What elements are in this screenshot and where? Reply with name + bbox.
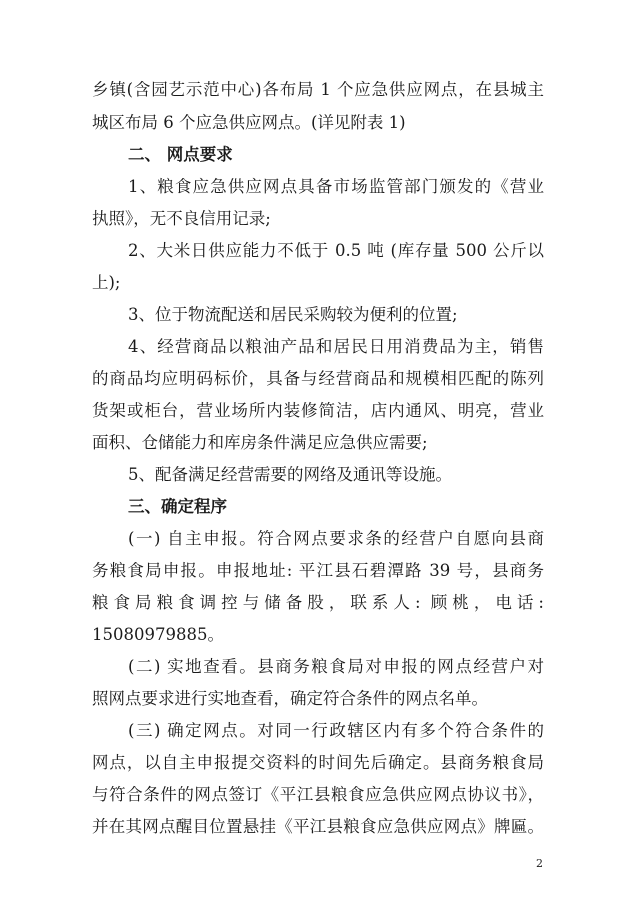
text-line-11: 货架或柜台，营业场所内装修简洁，店内通风、明亮，营业	[92, 401, 544, 420]
section-heading-2: 二、 网点要求	[128, 145, 233, 164]
text-line-24: 并在其网点醒目位置悬挂《平江县粮食应急供应网点》牌匾。	[92, 817, 544, 836]
text-line-4: 1、粮食应急供应网点具备市场监管部门颁发的《营业	[128, 177, 544, 196]
text-line-7: 上);	[92, 273, 121, 292]
text-line-10: 的商品均应明码标价，具备与经营商品和规模相匹配的陈列	[92, 369, 544, 388]
section-heading-3: 三、确定程序	[128, 497, 227, 516]
text-line-16: 务粮食局申报。申报地址: 平江县石碧潭路 39 号，县商务	[92, 561, 544, 580]
text-line-21: (三) 确定网点。对同一行政辖区内有多个符合条件的	[128, 721, 544, 740]
text-line-1: 乡镇(含园艺示范中心)各布局 1 个应急供应网点，在县城主	[92, 80, 544, 99]
text-line-20: 照网点要求进行实地查看，确定符合条件的网点名单。	[92, 689, 488, 708]
text-line-5: 执照》，无不良信用记录;	[92, 209, 271, 228]
text-line-15: (一) 自主申报。符合网点要求条的经营户自愿向县商	[128, 529, 544, 548]
text-line-19: (二) 实地查看。县商务粮食局对申报的网点经营户对	[128, 657, 544, 676]
text-line-2: 城区布局 6 个应急供应网点。(详见附表 1)	[92, 113, 406, 132]
text-line-13: 5、配备满足经营需要的网络及通讯等设施。	[128, 465, 452, 484]
text-line-12: 面积、仓储能力和库房条件满足应急供应需要;	[92, 433, 428, 452]
text-line-9: 4、经营商品以粮油产品和居民日用消费品为主，销售	[128, 337, 544, 356]
text-line-17: 粮食局粮食调控与储备股，联系人: 顾桃，电话:	[92, 593, 544, 612]
page-number: 2	[536, 857, 543, 870]
text-line-22: 网点，以自主申报提交资料的时间先后确定。县商务粮食局	[92, 753, 544, 772]
text-line-8: 3、位于物流配送和居民采购较为便利的位置;	[128, 305, 458, 324]
text-line-23: 与符合条件的网点签订《平江县粮食应急供应网点协议书》，	[92, 785, 544, 804]
text-line-18: 15080979885。	[92, 625, 224, 644]
text-line-6: 2、大米日供应能力不低于 0.5 吨 (库存量 500 公斤以	[128, 241, 544, 260]
